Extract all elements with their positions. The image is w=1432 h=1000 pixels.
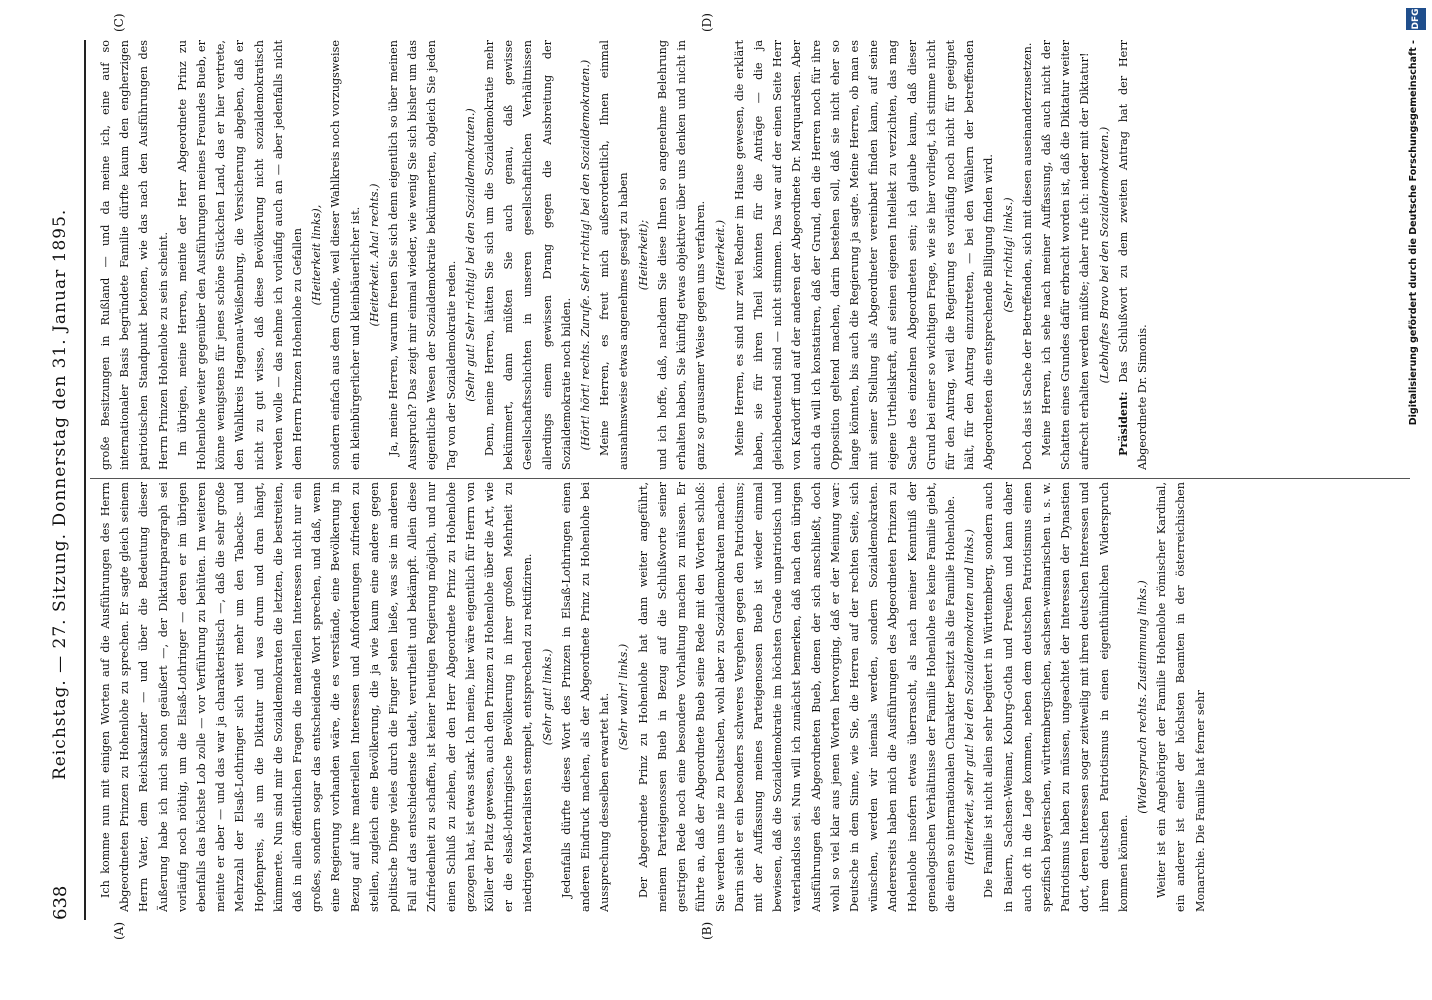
paragraph: Doch das ist Sache der Betreffenden, sich mit diesen auseinanderzusetzen. [1020, 42, 1034, 470]
paragraph: Meine Herren, ich sehe nach meiner Auffassung, daß auch nicht der Schatten eines Grundes dafür erbracht worden ist, daß die Diktatur weiter aufrecht erhalten werden müßte; daher rufe ich: nieder mit der Diktatur! [1039, 40, 1092, 470]
margin-marker-d: (D) [700, 13, 714, 32]
page-header [48, 40, 78, 920]
stage-direction: (Heiterkeit); [636, 219, 650, 291]
paragraph: Denn, meine Herren, hätten Sie sich um die Sozialdemokratie mehr bekümmert, dann müßten Sie auch genau, daß gewisse Gesellschaftsschichten in unseren gesellschaftlichen Verhältnissen allerdings einem gewissen Drang gegen die Ausbreitung der Sozialdemokratie noch bilden. [483, 40, 573, 470]
stage-direction: (Sehr richtig! links.) [1001, 197, 1015, 313]
margin-marker-a: (A) [112, 921, 126, 940]
column-divider [90, 478, 1410, 479]
paragraph: Weiter ist ein Angehöriger der Familie Hohenlohe römischer Kardinal, ein anderer ist einer der höchsten Beamten in der österreichischen Monarchie. Die Familie hat ferner sehr [1155, 482, 1207, 912]
stage-direction: (Heiterkeit links), [310, 204, 324, 306]
margin-marker-c: (C) [112, 13, 126, 32]
dfg-logo-icon: DFG [1406, 8, 1426, 30]
stage-direction: (Heiterkeit.) [713, 219, 727, 291]
left-column [96, 482, 1406, 912]
paragraph: Der Abgeordnete Prinz zu Hohenlohe hat dann weiter angeführt, meinem Parteigenossen Bueb in Bezug auf die Schlußworte seiner gestrigen Rede noch eine besondere Vorhaltung machen zu müssen. Er führte an, daß der Abgeordnete Bueb seine Rede mit den Worten schloß: Sie werden uns nie zu Deutschen, wohl aber zu Sozialdemokraten machen. Darin sieht er ein besonders schweres Vergehen gegen den Patriotismus; mit der Auffassung meines Parteigenossen Bueb ist wieder einmal bewiesen, daß die Sozialdemokratie im höchsten Grade unpatriotisch und vaterlandslos sei. Nun will ich zunächst bemerken, daß nach den übrigen Ausführungen des Abgeordneten Bueb, denen der sich anschließt, doch wohl so viel klar aus jenen Worten hervorging, daß er der Meinung war: Deutsche in dem Sinne, wie Sie, die Herren auf der rechten Seite, sich wünschen, werden wir niemals werden, sondern Sozialdemokraten. Andererseits haben mich die Ausführungen des Abgeordneten Prinzen zu Hohenlohe insofern etwas überrascht, als nach meiner Kenntniß der genealogischen Verhältnisse der Familie Hohenlohe es keine Familie giebt, die einen so internationalen Charakter besitzt als die Familie Hohenlohe. [636, 482, 957, 912]
paragraph: sondern einfach aus dem Grunde, weil dieser Wahlkreis noch vorzugsweise ein kleinbürgerlicher und kleinbäuerlicher ist. [329, 40, 362, 470]
stage-direction: (Heiterkeit, sehr gut! bei den Sozialdemokraten und links.) [963, 528, 977, 866]
paragraph: und ich hoffe, daß, nachdem Sie diese Ihnen so angenehme Belehrung erhalten haben, Sie künftig etwas objektiver über uns denken und nicht in ganz so grausamer Weise gegen uns verfahren. [655, 40, 708, 470]
header-rule [84, 40, 86, 920]
page-title: Reichstag. — 27. Sitzung. Donnerstag den 31. Januar 1895. [50, 208, 70, 780]
stage-direction: (Sehr gut! links.) [540, 648, 554, 746]
credit-text: Digitalisierung gefördert durch die Deutsche Forschungsgemeinschaft - [1408, 40, 1419, 426]
page-number: 638 [50, 885, 71, 920]
speaker-label: Präsident: [1115, 391, 1130, 456]
paragraph: Jedenfalls dürfte dieses Wort des Prinzen in Elsaß-Lothringen einen anderen Eindruck machen, als der Abgeordnete Prinz zu Hohenlohe bei Aussprechung desselben erwartet hat. [559, 482, 612, 912]
paragraph: Meine Herren, es sind nur zwei Redner im Hause gewesen, die erklärt haben, sie für ihren Theil könnten für die Anträge — die ja gleichbedeutend sind — nicht stimmen. Das war auf der einen Seite Herr von Kardorff und auf der anderen der Abgeordnete Dr. Marquardsen. Aber auch da will ich konstatiren, daß der Grund, den die Herren noch für ihre Opposition geltend machen, darin bestehen soll, daß sie nicht eher so lange könnten, bis auch die Regierung ja sagte. Meine Herren, ob man es mit seiner Stellung als Abgeordneter vereinbart finden kann, auf seine eigene Urtheilskraft, auf seinen eigenen Intellekt zu verzichten, das mag Sache des einzelnen Abgeordneten sein; ich glaube kaum, daß dieser Grund bei einer so wichtigen Frage, wie sie hier vorliegt, ich stimme nicht für den Antrag, weil die Regierung es vorläufig noch nicht für geeignet hält, für den Antrag einzutreten, — bei den Wählern der betreffenden Abgeordneten die entsprechende Billigung finden wird. [732, 40, 996, 470]
stage-direction: (Lebhaftes Bravo bei den Sozialdemokraten.) [1097, 126, 1111, 384]
paragraph: Ja, meine Herren, warum freuen Sie sich denn eigentlich so über meinen Ausspruch? Das zeigt mir einmal wieder, wie wenig Sie sich bisher um das eigentliche Wesen der Sozialdemokratie bekümmerten, obgleich Sie jeden Tag von der Sozialdemokratie reden. [387, 40, 458, 470]
paragraph: Im übrigen, meine Herren, meinte der Herr Abgeordnete Prinz zu Hohenlohe weiter gegenüber den Ausführungen meines Freundes Bueb, er könne wenigstens für jenes schöne Stückchen Land, das er hier vertrete, den Wahlkreis Hagenau-Weißenburg, die Versicherung abgeben, daß er nicht zu gut wisse, daß diese Bevölkerung nicht sozialdemokratisch werden wolle — das nehme ich vorläufig auch an — aber jedenfalls nicht dem Herrn Prinzen Hohenlohe zu Gefallen [175, 40, 305, 470]
president-statement [1114, 40, 1152, 470]
paragraph: Ich komme nun mit einigen Worten auf die Ausführungen des Herrn Abgeordneten Prinzen zu Hohenlohe zu sprechen. Er sagte gleich seinem Herrn Vater, dem Reichskanzler — und über die Bedeutung dieser Äußerung habe ich mich schon geäußert —, der Diktaturparagraph sei vorläufig noch nöthig, um die Elsaß-Lothringer — deren er im übrigen ebenfalls das höchste Lob zolle — vor Verführung zu behüten. Im weiteren meinte er aber — und das war ja charakteristisch —, daß die sehr große Mehrzahl der Elsaß-Lothringer sich weit mehr um den Tabacks- und Hopfenpreis, als um die Diktatur und was drum und dran hängt, kümmerte. Nun sind mir die Sozialdemokraten die letzten, die bestreiten, daß in allen öffentlichen Fragen die materiellen Interessen nicht nur ein großes, sondern sogar das entscheidende Wort sprechen, und daß, wenn eine Regierung vorhanden wäre, die es verstände, eine Bevölkerung in Bezug auf ihre materiellen Interessen und Anforderungen zufrieden zu stellen, zugleich eine Bevölkerung, die ja wie kaum eine andere gegen politische Dinge vieles durch die Finger sehen ließe, was sie im anderen Fall auf das entschiedenste tadelt, verurtheilt und bekämpft. Allein diese Zufriedenheit zu schaffen, ist keiner heutigen Regierung möglich, und nur einen Schluß zu ziehen, der den Herr Abgeordnete Prinz zu Hohenlohe gezogen hat, ist etwas stark. Ich meine, hier wäre eigentlich für Herrn von Köller der Platz gewesen, auch den Prinzen zu Hohenlohe über die Art, wie er die elsaß-lothringische Bevölkerung in ihrer großen Mehrheit zu niedrigen Materialisten stempelt, entsprechend zu rektifiziren. [99, 482, 535, 912]
right-column [96, 40, 1406, 470]
paragraph: Meine Herren, es freut mich außerordentlich, Ihnen einmal ausnahmsweise etwas angenehmes gesagt zu haben [598, 40, 631, 470]
paragraph: große Besitzungen in Rußland — und da meine ich, eine auf so internationaler Basis begründete Familie dürfte kaum den engherzigen patriotischen Standpunkt betonen, wie das nach den Ausführungen des Herrn Prinzen Hohenlohe zu sein scheint. [99, 40, 170, 470]
stage-direction: (Hört! hört! rechts. Zurufe. Sehr richtig! bei den Sozialdemokraten.) [579, 59, 593, 451]
stage-direction: (Heiterkeit. Aha! rechts.) [367, 183, 381, 327]
paragraph: Die Familie ist nicht allein sehr begütert in Württemberg, sondern auch in Baiern, Sachsen-Weimar, Koburg-Gotha und Preußen und kann daher auch oft in die Lage kommen, neben dem deutschen Patriotismus einen spezifisch bayerischen, württembergischen, sachsen-weimarischen u. s. w. Patriotismus haben zu müssen, ungeachtet der Interessen der Dynastien dort, deren Interessen sogar zeitweilig mit ihren deutschen Interessen und ihrem deutschen Patriotismus in einen eigenthümlichen Widerspruch kommen können. [982, 482, 1130, 912]
margin-marker-b: (B) [700, 921, 714, 940]
stage-direction: (Sehr gut! Sehr richtig! bei den Sozialdemokraten.) [463, 108, 477, 402]
digitization-credit-bar [1400, 0, 1432, 1000]
statement-text: Das Schlußwort zu dem zweiten Antrag hat der Herr Abgeordnete Dr. Simonis. [1116, 40, 1149, 470]
stage-direction: (Widerspruch rechts. Zustimmung links.) [1135, 580, 1149, 814]
stage-direction: (Sehr wahr! links.) [617, 643, 631, 751]
